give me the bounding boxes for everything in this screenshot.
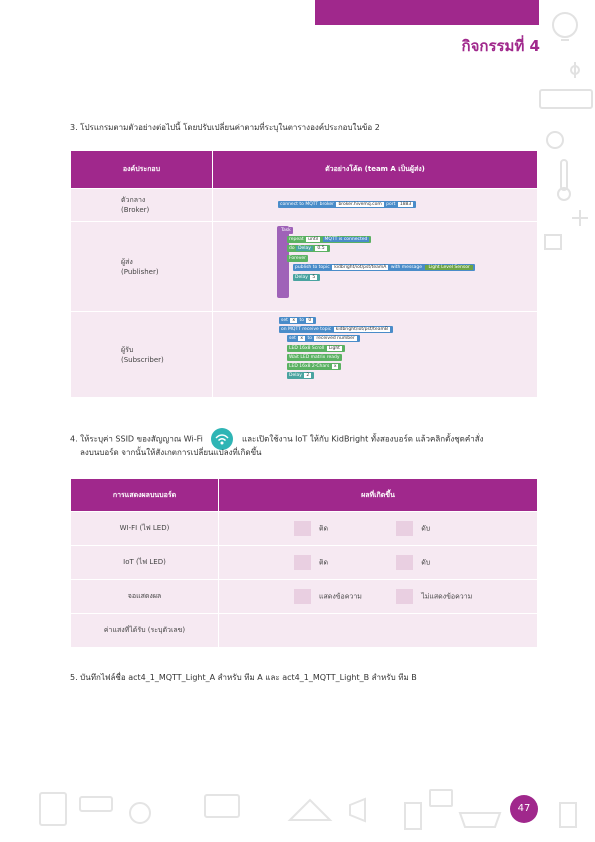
component-label-en: (Publisher) (121, 267, 159, 276)
checkbox[interactable] (294, 521, 311, 536)
thermometer-icon (558, 160, 570, 200)
snowflake-icon (572, 210, 588, 226)
component-cell (71, 189, 213, 222)
component-label-en: (Subscriber) (121, 355, 164, 364)
result-cell: ติด ดับ (219, 546, 538, 580)
publish-block: publish to topic kidbright/iot/pst/teamA with message Light Level Sensor (293, 264, 475, 271)
task-block: Task (281, 228, 291, 233)
component-cell (71, 312, 213, 398)
forever-block: Forever (289, 256, 306, 261)
table-row (71, 580, 538, 614)
code-cell-subscriber (213, 312, 538, 398)
fan-icon (571, 62, 579, 78)
board-results-table (70, 478, 538, 648)
row-label: WI-FI (ไฟ LED) (71, 512, 219, 546)
speaker-icon (350, 799, 365, 821)
lightbulb-icon (553, 13, 577, 40)
header-color-bar (315, 0, 539, 25)
question-3-text: 3. โปรแกรมตามตัวอย่างต่อไปนี้ โดยปรับเปลี่ยนค่าตามที่ระบุในตารางองค์ประกอบในข้อ 2 (70, 123, 380, 132)
table-row (71, 222, 538, 312)
row-label: ค่าแสงที่ได้รับ (ระบุตัวเลข) (71, 614, 219, 648)
column-header-code: ตัวอย่างโค้ด (team A เป็นผู้ส่ง) (213, 151, 538, 189)
column-header-result: ผลที่เกิดขึ้น (219, 479, 538, 512)
toilet-icon (560, 803, 576, 827)
checkbox[interactable] (396, 589, 413, 604)
checkbox[interactable] (294, 555, 311, 570)
hairdryer-icon (547, 132, 563, 148)
oven-icon (205, 795, 239, 817)
table-row (71, 312, 538, 398)
checkbox[interactable] (396, 555, 413, 570)
bathtub-icon (460, 813, 500, 827)
component-cell (71, 222, 213, 312)
set-received-number-block: set x to received number (287, 335, 360, 342)
decorative-side-icons (535, 0, 595, 300)
checkbox[interactable] (294, 589, 311, 604)
house-icon (290, 800, 330, 820)
component-label-th: ผู้ส่ง (121, 257, 133, 266)
door-icon (405, 803, 421, 829)
component-label-en: (Broker) (121, 206, 150, 214)
bed-icon (80, 797, 112, 811)
washing-machine-icon (40, 793, 66, 825)
component-label-th: ตัวกลาง (121, 196, 146, 204)
set-variable-block: set x to 0 (279, 317, 316, 324)
row-label: IoT (ไฟ LED) (71, 546, 219, 580)
table-row (71, 512, 538, 546)
column-header-component: องค์ประกอบ (71, 151, 213, 189)
row-label: จอแสดงผล (71, 580, 219, 614)
checkbox[interactable] (396, 521, 413, 536)
column-header-display: การแสดงผลบนบอร์ด (71, 479, 219, 512)
air-conditioner-icon (540, 90, 592, 108)
table-row (71, 189, 538, 222)
monitor-icon (430, 790, 452, 806)
led-2chars-block: LED 16x8 2-Chars x (287, 363, 341, 370)
result-cell: ติด ดับ (219, 512, 538, 546)
mqtt-receive-block: on MQTT receive topic kidbright/iot/pst/teamB (279, 326, 393, 333)
answer-cell[interactable] (219, 614, 538, 648)
broker-code-block: connect to MQTT broker broker.hivemq.com port 1883 (278, 201, 416, 208)
question-4-line2: ลงบนบอร์ด จากนั้นให้สังเกตการเปลี่ยนแปลงที่เกิดขึ้น (80, 448, 262, 457)
question-4-line1: 4. ให้ระบุค่า SSID ของสัญญาณ Wi-Fi และเปิดใช้งาน IoT ให้กับ KidBright ทั้งสองบอร์ด แล้วคลิกตั้งชุดคำสั่ง (70, 428, 483, 450)
repeat-until-block: repeat until MQTT is connected (287, 236, 371, 243)
power-icon (130, 803, 150, 823)
decorative-bottom-icons (0, 775, 595, 842)
code-cell-broker (213, 189, 538, 222)
table-row (71, 546, 538, 580)
result-cell: แสดงข้อความ ไม่แสดงข้อความ (219, 580, 538, 614)
question-5-text: 5. บันทึกไฟล์ชื่อ act4_1_MQTT_Light_A สำหรับ ทีม A และ act4_1_MQTT_Light_B สำหรับ ทีม B (70, 673, 417, 682)
components-table (70, 150, 538, 398)
component-label-th: ผู้รับ (121, 345, 134, 354)
do-delay-block: do Delay 0.5 (287, 245, 330, 252)
led-scroll-block: LED 16x8 Scroll Light (287, 345, 345, 352)
page-number: 47 (510, 795, 538, 823)
table-row (71, 614, 538, 648)
plug-icon (545, 235, 561, 249)
delay-block: Delay 5 (293, 274, 320, 281)
activity-title: กิจกรรมที่ 4 (461, 37, 540, 55)
code-cell-publisher (213, 222, 538, 312)
delay-block: Delay 2 (287, 372, 314, 379)
wait-led-block: Wait LED matrix ready (289, 355, 340, 360)
